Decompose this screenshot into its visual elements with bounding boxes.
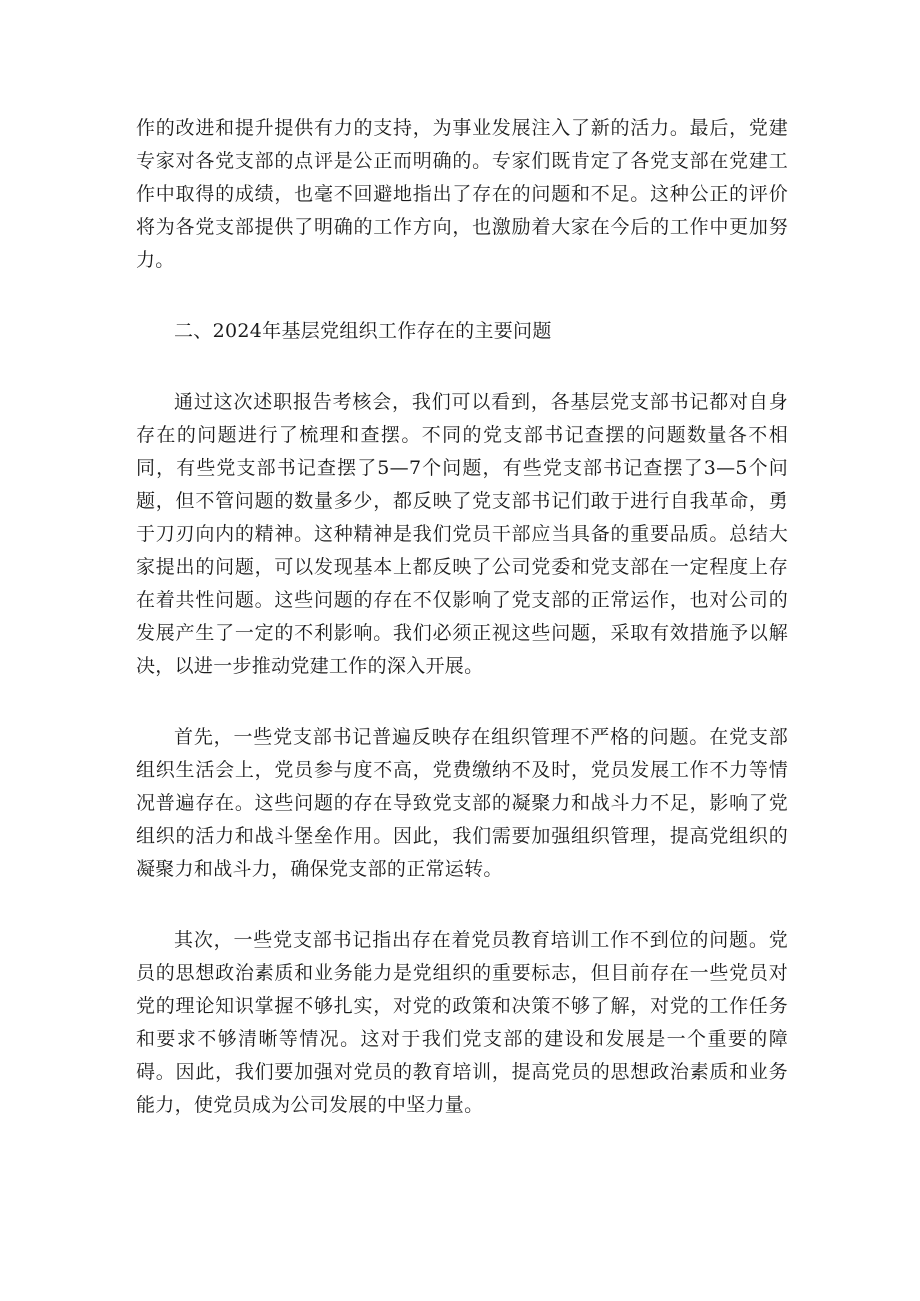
paragraph-gap (136, 348, 788, 386)
paragraph-gap (136, 683, 788, 721)
paragraph-gap (136, 886, 788, 924)
paragraph-gap (136, 277, 788, 315)
paragraph-intro: 作的改进和提升提供有力的支持，为事业发展注入了新的活力。最后，党建专家对各党支部的点评是公正而明确的。专家们既肯定了各党支部在党建工作中取得的成绩，也毫不回避地指出了存在的问题和不足。这种公正的评价将为各党支部提供了明确的工作方向，也激励着大家在今后的工作中更加努力。 (136, 117, 788, 271)
paragraph-1: 通过这次述职报告考核会，我们可以看到，各基层党支部书记都对自身存在的问题进行了梳理和查摆。不同的党支部书记查摆的问题数量各不相同，有些党支部书记查摆了5—7个问题，有些党支部书记查摆了3—5个问题，但不管问题的数量多少，都反映了党支部书记们敢于进行自我革命，勇于刀刃向内的精神。这种精神是我们党员干部应当具备的重要品质。总结大家提出的问题，可以发现基本上都反映了公司党委和党支部在一定程度上存在着共性问题。这些问题的存在不仅影响了党支部的正常运作，也对公司的发展产生了一定的不利影响。我们必须正视这些问题，采取有效措施予以解决，以进一步推动党建工作的深入开展。 (136, 391, 788, 677)
document-body (136, 112, 788, 1122)
paragraph-3: 其次，一些党支部书记指出存在着党员教育培训工作不到位的问题。党员的思想政治素质和业务能力是党组织的重要标志，但目前存在一些党员对党的理论知识掌握不够扎实，对党的政策和决策不够了解，对党的工作任务和要求不够清晰等情况。这对于我们党支部的建设和发展是一个重要的障碍。因此，我们要加强对党员的教育培训，提高党员的思想政治素质和业务能力，使党员成为公司发展的中坚力量。 (136, 929, 788, 1116)
paragraph-2: 首先，一些党支部书记普遍反映存在组织管理不严格的问题。在党支部组织生活会上，党员参与度不高，党费缴纳不及时，党员发展工作不力等情况普遍存在。这些问题的存在导致党支部的凝聚力和战斗力不足，影响了党组织的活力和战斗堡垒作用。因此，我们需要加强组织管理，提高党组织的凝聚力和战斗力，确保党支部的正常运转。 (136, 726, 788, 880)
section-heading: 二、2024年基层党组织工作存在的主要问题 (174, 320, 552, 342)
